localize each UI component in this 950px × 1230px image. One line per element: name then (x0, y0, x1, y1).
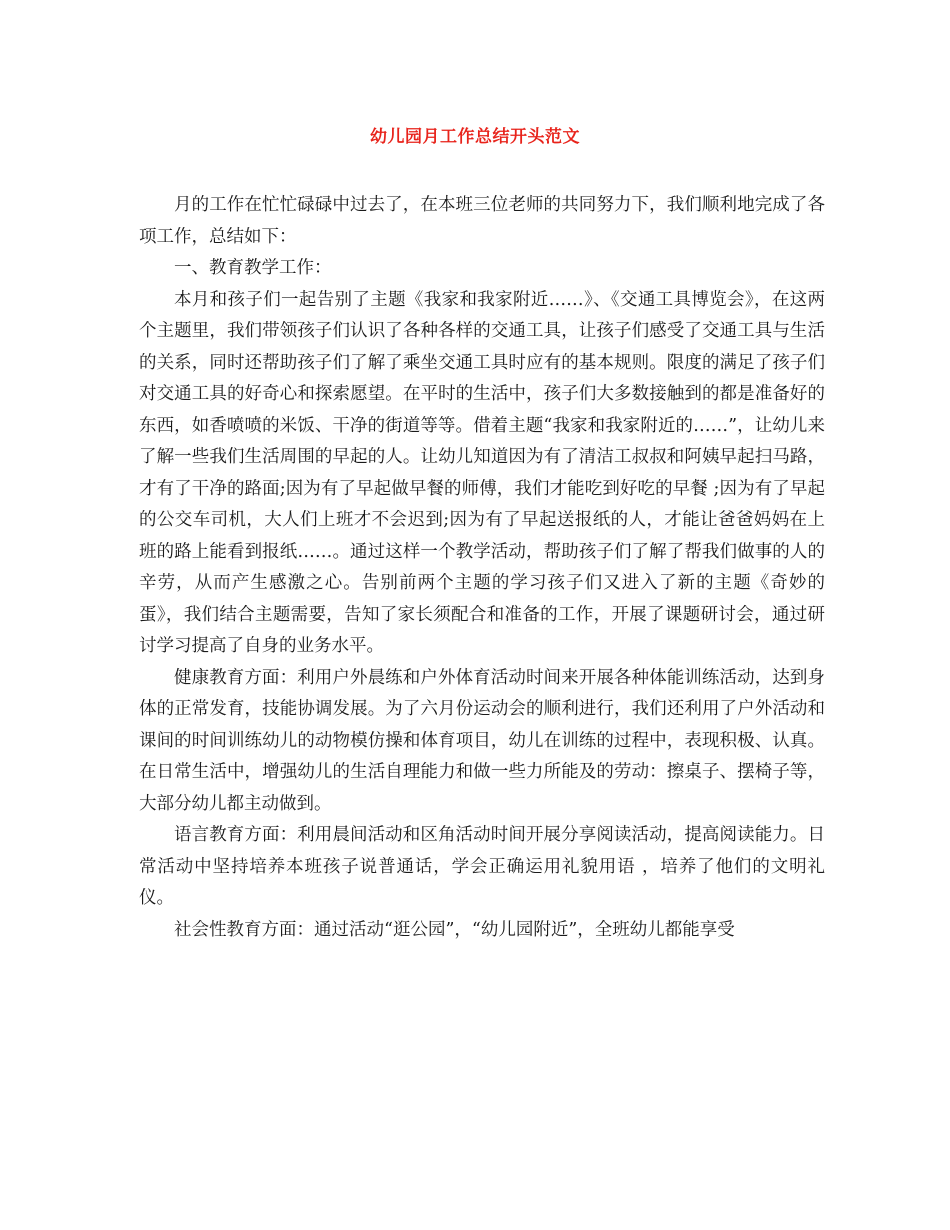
paragraph-language: 语言教育方面：利用晨间活动和区角活动时间开展分享阅读活动，提高阅读能力。日常活动中坚持培养本班孩子说普通话，学会正确运用礼貌用语 ，培养了他们的文明礼仪。 (139, 825, 825, 908)
paragraph-intro: 月的工作在忙忙碌碌中过去了，在本班三位老师的共同努力下，我们顺利地完成了各项工作，总结如下： (139, 195, 825, 247)
paragraph-teaching: 本月和孩子们一起告别了主题《我家和我家附近……》、《交通工具博览会》，在这两个主题里，我们带领孩子们认识了各种各样的交通工具，让孩子们感受了交通工具与生活的关系，同时还帮助孩子们了解了乘坐交通工具时应有的基本规则。限度的满足了孩子们对交通工具的好奇心和探索愿望。在平时的生活中，孩子们大多数接触到的都是准备好的东西，如香喷喷的米饭、干净的街道等等。借着主题“我家和我家附近的……”，让幼儿来了解一些我们生活周围的早起的人。让幼儿知道因为有了清洁工叔叔和阿姨早起扫马路，才有了干净的路面;因为有了早起做早餐的师傅，我们才能吃到好吃的早餐 ;因为有了早起的公交车司机，大人们上班才不会迟到;因为有了早起送报纸的人，才能让爸爸妈妈在上班的路上能看到报纸……。通过这样一个教学活动，帮助孩子们了解了帮我们做事的人的辛劳，从而产生感激之心。告别前两个主题的学习孩子们又进入了新的主题《奇妙的蛋》，我们结合主题需要，告知了家长须配合和准备的工作，开展了课题研讨会，通过研讨学习提高了自身的业务水平。 (139, 289, 825, 656)
document-body (139, 190, 825, 946)
paragraph-health: 健康教育方面：利用户外晨练和户外体育活动时间来开展各种体能训练活动，达到身体的正常发育，技能协调发展。为了六月份运动会的顺利进行，我们还利用了户外活动和课间的时间训练幼儿的动物模仿操和体育项目，幼儿在训练的过程中，表现积极、认真。在日常生活中，增强幼儿的生活自理能力和做一些力所能及的劳动：擦桌子、摆椅子等，大部分幼儿都主动做到。 (139, 667, 825, 814)
paragraph-social: 社会性教育方面：通过活动“逛公园”，“幼儿园附近”，全班幼儿都能享受 (174, 919, 735, 940)
section-heading-teaching: 一、教育教学工作： (174, 258, 332, 278)
document-title: 幼儿园月工作总结开头范文 (370, 127, 580, 147)
